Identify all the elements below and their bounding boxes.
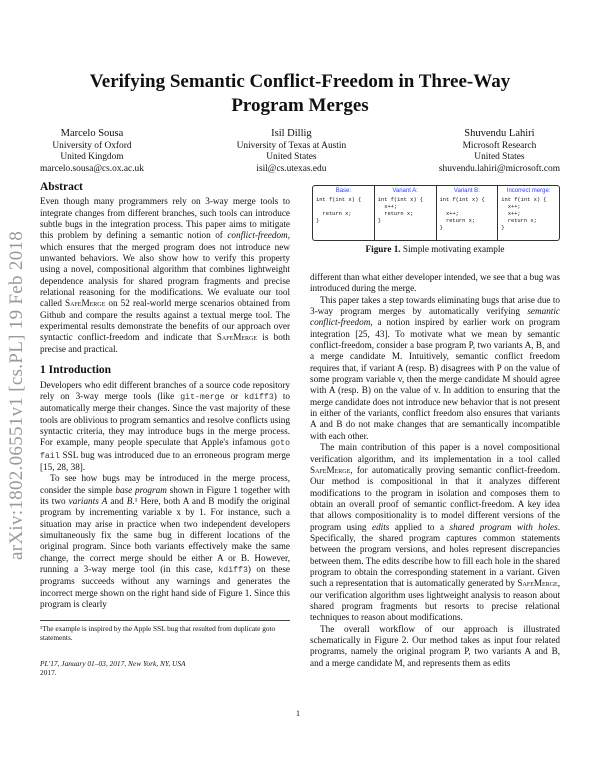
author-name: Shuvendu Lahiri: [464, 128, 535, 139]
code-panel-variant-b: Variant B: int f(int x) { x++; return x; }: [437, 186, 499, 240]
right-column: [310, 272, 560, 669]
author-affiliation: University of Texas at Austin: [236, 140, 347, 151]
page-number: 1: [296, 709, 300, 718]
left-column: [40, 182, 290, 610]
code-panel-base: Base: int f(int x) { return x; }: [313, 186, 375, 240]
body-paragraph: different than what either developer intended, we see that a bug was introduced during the merge.: [310, 272, 560, 294]
paper-title: Verifying Semantic Conflict-Freedom in Three-Way Program Merges: [89, 71, 511, 116]
body-paragraph: This paper takes a step towards eliminating bugs that arise due to 3-way program merges by automatically verifying semantic conflict-freedom, a notion inspired by earlier work on program integration [25, 43]. To motivate what we mean by semantic conflict-freedom, consider a base program P, two variants A, B, and a merge candidate M. Intuitively, semantic conflict freedom requires that, if variant A (resp. B) disagrees with P on the value of some program variable v, then the merge candidate M should agree with A (resp. B) on the value of v. In addition to ensuring that the merge candidate does not introduce new behavior that is not present in either of the variants, conflict freedom also ensures that variants A and B do not make changes that are semantically incompatible with each other.: [310, 294, 560, 441]
author-email: isil@cs.utexas.edu: [256, 163, 327, 174]
code-panel-variant-a: Variant A: int f(int x) { x++; return x; }: [375, 186, 437, 240]
body-paragraph: The main contribution of this paper is a novel compositional verification algorithm, and its implementation in a tool called SafeMerge, for automatically proving semantic conflict-freedom. Our method is compositional in that it analyzes different modifications to the program in isolation and composes them to obtain an overall proof of semantic conflict-freedom. A key idea that allows compositionality is to model different versions of the program using edits applied to a shared program with holes. Specifically, the shared program captures common statements between the program versions, and holes represent discrepancies between them. The edits describe how to fill each hole in the shared program to obtain the corresponding statement in a variant. Given such a representation that is automatically generated by SafeMerge, our verification algorithm uses lightweight analysis to reason about shared program fragments but resorts to precise relational techniques to reason about modifications.: [310, 442, 560, 623]
author-country: United Kingdom: [60, 152, 124, 163]
author-block: [237, 128, 347, 175]
footnote: ¹The example is inspired by the Apple SSL bug that resulted from duplicate goto statements.: [40, 620, 290, 642]
arxiv-stamp: arXiv:1802.06551v1 [cs.PL] 19 Feb 2018: [6, 230, 27, 560]
figure-caption: Figure 1. Simple motivating example: [365, 244, 505, 254]
author-email: shuvendu.lahiri@microsoft.com: [438, 163, 560, 174]
author-affiliation: Microsoft Research: [462, 140, 537, 151]
author-block: [439, 128, 560, 175]
code-panel-incorrect-merge: Incorrect merge: int f(int x) { x++; x++; return x; }: [501, 188, 551, 231]
author-email: marcelo.sousa@cs.ox.ac.uk: [40, 163, 144, 174]
abstract-heading: Abstract: [40, 181, 83, 193]
abstract-text: Even though many programmers rely on 3-way merge tools to integrate changes from different branches, such tools can introduce subtle bugs in the integration process. This paper aims to mitigate this problem by defining a semantic notion of conflict-freedom, which ensures that the merged program does not introduce new unwanted behaviors. We also show how to verify this property using a novel, compositional algorithm that combines lightweight dependence analysis for shared program fragments and precise relational reasoning for the modifications. We evaluate our tool called SafeMerge on 52 real-world merge scenarios obtained from Github and compare the results against a textual merge tool. The experimental results demonstrate the benefits of our approach over syntactic conflict-freedom and indicate that SafeMerge is both precise and practical.: [40, 196, 291, 354]
author-list: [40, 128, 560, 175]
author-block: [40, 128, 144, 175]
author-affiliation: University of Oxford: [52, 140, 132, 151]
intro-paragraph: To see how bugs may be introduced in the merge process, consider the simple base program shown in Figure 1 together with its two variants A and B.¹ Here, both A and B modify the original program by incrementing variable x by 1. For instance, such a situation may arise in practice when two independent developers simultaneously fix the same bug in different locations of the original program. Since both variants effectively make the same change, the correct merge should be either A or B. However, running a 3-way merge tool (in this case, kdiff3) on these programs succeeds without any warnings and generates the incorrect merge shown on the right hand side of Figure 1. Since this program is clearly: [40, 473, 291, 610]
author-name: Marcelo Sousa: [60, 128, 124, 139]
author-country: United States: [474, 152, 525, 163]
figure-1: [312, 185, 560, 241]
intro-paragraph: Developers who edit different branches of a source code repository rely on 3-way merge tools (like git-merge or kdiff3) to automatically merge their changes. Since the vast majority of these tools are oblivious to program semantics and resolve conflicts using syntactic criteria, they may introduce bugs in the merge process. For example, many people speculate that Apple's infamous goto fail SSL bug was introduced due to an erroneous program merge [15, 28, 38].: [40, 379, 290, 472]
body-paragraph: The overall workflow of our approach is illustrated schematically in Figure 2. Our method takes as input four related programs, namely the original program P, two variants A and B, and a merge candidate M, and represents them as edits: [310, 623, 560, 668]
author-country: United States: [266, 152, 317, 163]
conference-info: PL'17, January 01–03, 2017, New York, NY, USA 2017.: [40, 659, 186, 678]
section-heading-introduction: 1 Introduction: [40, 364, 112, 377]
author-name: Isil Dillig: [271, 128, 312, 139]
